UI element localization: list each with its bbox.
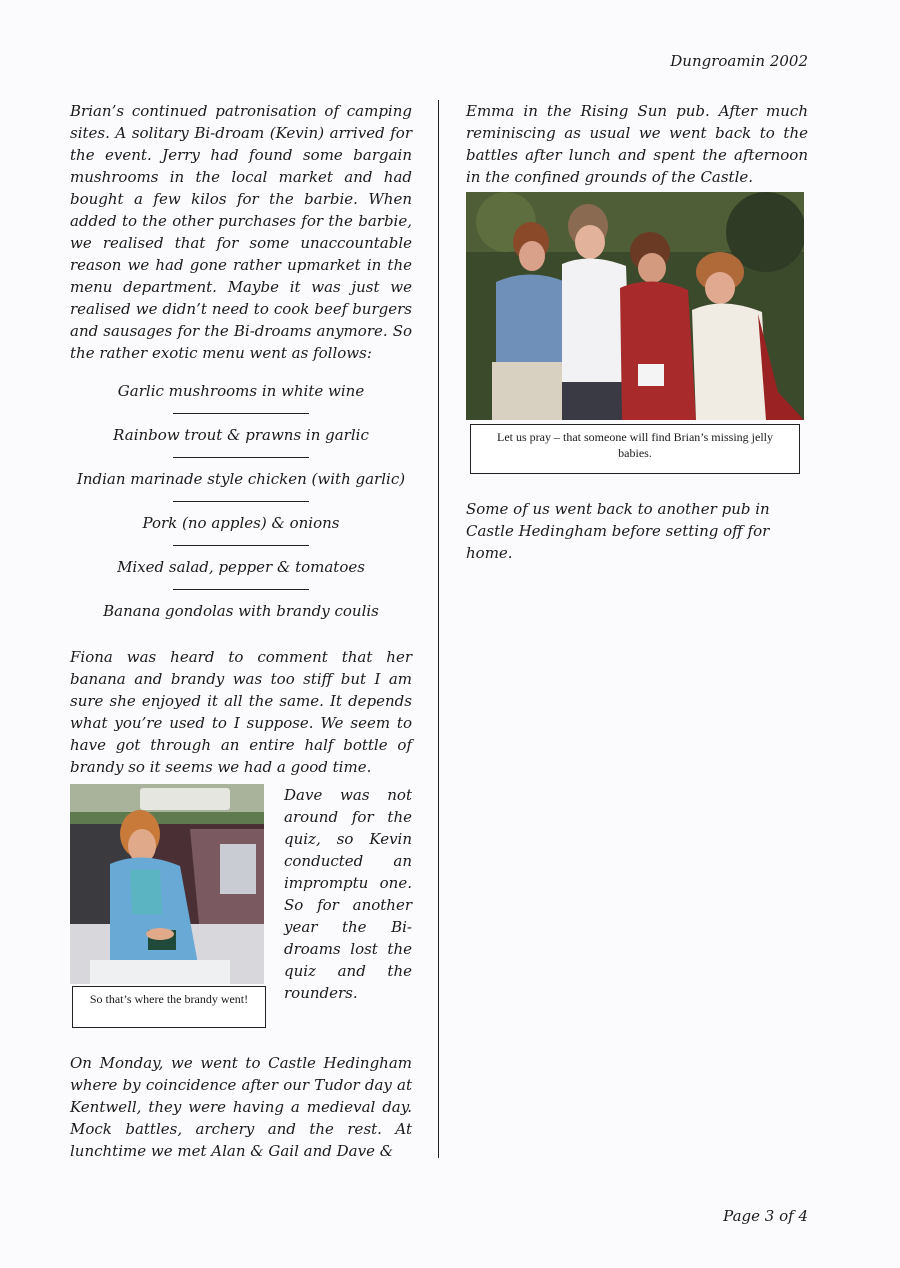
- barbie-menu: [70, 380, 412, 622]
- menu-item: Banana gondolas with brandy coulis: [103, 602, 379, 620]
- column-divider: [438, 100, 439, 1158]
- menu-item: Indian marinade style chicken (with garlic): [76, 470, 406, 488]
- monday-paragraph: On Monday, we went to Castle Hedingham where by coincidence after our Tudor day at Kentwell, they were having a medieval day. Mock battles, archery and the rest. At lunchtime we met Alan & Gail and Dave &: [70, 1054, 412, 1160]
- closing-paragraph: Some of us went back to another pub in Castle Hedingham before setting off for home.: [466, 500, 770, 562]
- rising-sun-paragraph: Emma in the Rising Sun pub. After much reminiscing as usual we went back to the battles after lunch and spent the afternoon in the confined grounds of the Castle.: [466, 102, 808, 186]
- menu-separator: [173, 589, 309, 590]
- praying-group-photo: [466, 192, 804, 420]
- quiz-paragraph: Dave was not around for the quiz, so Kevin conducted an impromptu one. So for another year the Bi-droams lost the quiz and the rounders.: [284, 786, 412, 1002]
- brandy-photo-caption: So that’s where the brandy went!: [72, 986, 266, 1028]
- page-number: Page 3 of 4: [723, 1207, 808, 1225]
- page-header: Dungroamin 2002: [670, 52, 808, 70]
- intro-paragraph: Brian’s continued patronisation of camping sites. A solitary Bi-droam (Kevin) arrived for the event. Jerry had found some bargain mushrooms in the local market and had bought a few kilos for the barbie. When added to the other purchases for the barbie, we realised that for some unaccountable reason we had gone rather upmarket in the menu department. Maybe it was just we realised we didn’t need to cook beef burgers and sausages for the Bi-droams anymore. So the rather exotic menu went as follows:: [70, 102, 412, 362]
- menu-separator: [173, 413, 309, 414]
- fiona-paragraph: Fiona was heard to comment that her banana and brandy was too stiff but I am sure she enjoyed it all the same. It depends what you’re used to I suppose. We seem to have got through an entire half bottle of brandy so it seems we had a good time.: [70, 648, 412, 776]
- brandy-photo: [70, 784, 264, 984]
- quiz-paragraph-wrap: [284, 784, 412, 1004]
- left-column: [70, 100, 412, 1162]
- praying-photo-caption: Let us pray – that someone will find Brian’s missing jelly babies.: [470, 424, 800, 474]
- menu-separator: [173, 457, 309, 458]
- menu-item: Pork (no apples) & onions: [142, 514, 340, 532]
- menu-item: Mixed salad, pepper & tomatoes: [117, 558, 365, 576]
- menu-separator: [173, 545, 309, 546]
- menu-item: Garlic mushrooms in white wine: [117, 382, 365, 400]
- right-column: [466, 100, 808, 564]
- menu-item: Rainbow trout & prawns in garlic: [113, 426, 369, 444]
- photo-with-text: [70, 784, 412, 1028]
- menu-separator: [173, 501, 309, 502]
